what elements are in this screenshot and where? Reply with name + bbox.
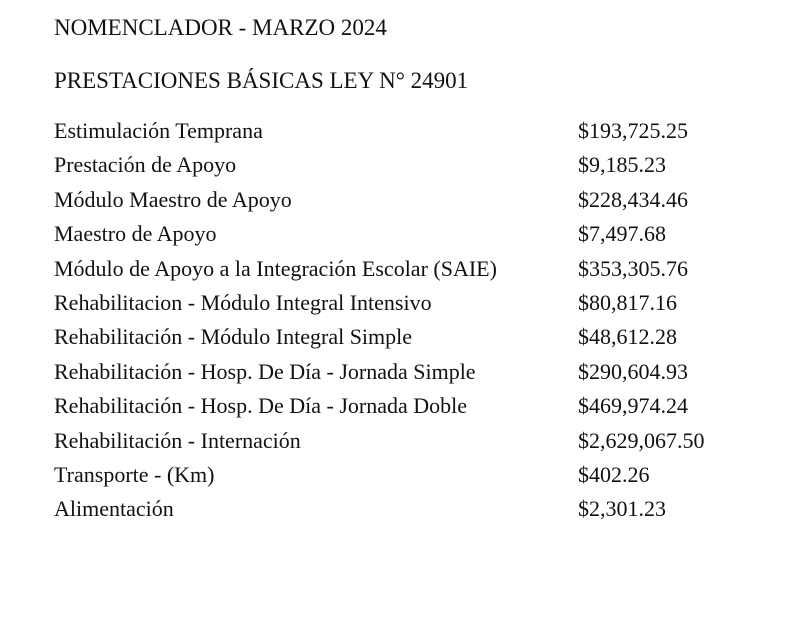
price-row	[54, 116, 754, 150]
service-name: Transporte - (Km)	[54, 461, 215, 487]
service-name: Prestación de Apoyo	[54, 152, 237, 178]
price-row	[54, 357, 754, 391]
service-price: $402.26	[578, 461, 650, 487]
service-name: Rehabilitación - Módulo Integral Simple	[54, 324, 413, 350]
service-name: Rehabilitación - Internación	[54, 427, 301, 453]
service-price: $9,185.23	[578, 152, 666, 178]
price-row	[54, 494, 754, 528]
service-price: $48,612.28	[578, 324, 677, 350]
price-row	[54, 288, 754, 322]
service-price: $290,604.93	[578, 358, 688, 384]
document-title: NOMENCLADOR - MARZO 2024	[54, 15, 387, 40]
service-name: Alimentación	[54, 496, 174, 522]
document-subtitle: PRESTACIONES BÁSICAS LEY N° 24901	[54, 68, 469, 93]
price-row	[54, 219, 754, 253]
service-price: $469,974.24	[578, 393, 688, 419]
service-price: $80,817.16	[578, 289, 677, 315]
service-name: Módulo de Apoyo a la Integración Escolar (SAIE)	[54, 255, 497, 281]
service-price: $2,629,067.50	[578, 427, 705, 453]
service-price: $7,497.68	[578, 221, 666, 247]
price-row	[54, 322, 754, 356]
service-name: Módulo Maestro de Apoyo	[54, 186, 292, 212]
service-name: Estimulación Temprana	[54, 118, 263, 143]
price-row	[54, 460, 754, 494]
price-row	[54, 391, 754, 425]
service-price: $193,725.25	[578, 118, 688, 143]
price-row	[54, 185, 754, 219]
price-row	[54, 150, 754, 184]
service-name: Rehabilitación - Hosp. De Día - Jornada Simple	[54, 358, 476, 384]
price-row	[54, 426, 754, 460]
service-price: $228,434.46	[578, 186, 688, 212]
service-name: Rehabilitación - Hosp. De Día - Jornada Doble	[54, 393, 467, 419]
service-name: Rehabilitacion - Módulo Integral Intensivo	[54, 289, 432, 315]
price-row	[54, 254, 754, 288]
price-list	[54, 116, 754, 529]
service-price: $2,301.23	[578, 496, 666, 522]
service-name: Maestro de Apoyo	[54, 221, 217, 247]
service-price: $353,305.76	[578, 255, 688, 281]
